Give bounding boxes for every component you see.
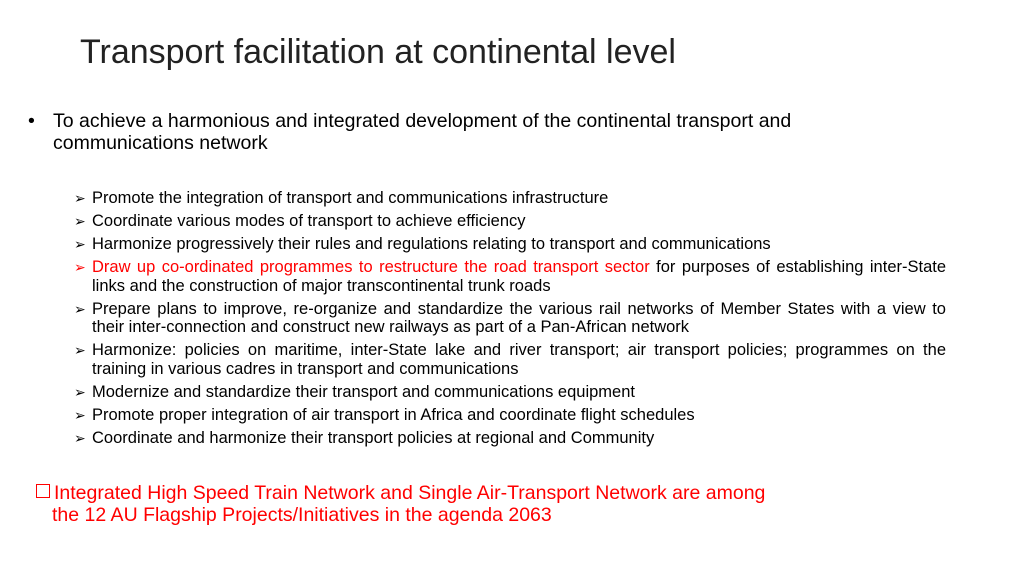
- arrow-bullet-icon: ➢: [74, 236, 86, 252]
- flagship-line-1: Integrated High Speed Train Network and Single Air-Transport Network are among: [54, 482, 766, 504]
- list-item: [74, 300, 946, 337]
- list-item: [74, 383, 946, 402]
- checkbox-bullet-icon: [36, 484, 50, 498]
- sub-bullet-list: [74, 189, 946, 452]
- list-item-text: Promote the integration of transport and communications infrastructure: [92, 189, 609, 207]
- list-item-text: Modernize and standardize their transport and communications equipment: [92, 382, 635, 401]
- flagship-line-2: the 12 AU Flagship Projects/Initiatives in the agenda 2063: [52, 504, 552, 526]
- arrow-bullet-icon: ➢: [74, 342, 86, 358]
- flagship-note: [36, 482, 936, 526]
- bullet-dot-icon: •: [28, 110, 35, 132]
- list-item-highlight-text: Draw up co-ordinated programmes to restructure the road transport sector: [92, 258, 650, 276]
- list-item-text: for purposes of establishing inter-State links and the construction of major transcontinental trunk roads: [92, 258, 947, 295]
- slide-title: Transport facilitation at continental level: [80, 33, 676, 71]
- list-item-text: Prepare plans to improve, re-organize and standardize the various rail networks of Member States with a view to their inter-connection and construct new railways as part of a Pan-African network: [92, 299, 946, 336]
- list-item: [74, 189, 946, 208]
- list-item-highlighted: [74, 258, 946, 295]
- list-item: [74, 406, 946, 425]
- main-bullet-text: To achieve a harmonious and integrated development of the continental transport and communications network: [53, 110, 792, 154]
- list-item-text: Coordinate and harmonize their transport policies at regional and Community: [92, 428, 655, 447]
- arrow-bullet-icon: ➢: [74, 190, 86, 206]
- main-bullet: [28, 110, 928, 154]
- arrow-bullet-icon: ➢: [74, 259, 86, 275]
- arrow-bullet-icon: ➢: [74, 406, 86, 423]
- list-item: [74, 341, 946, 378]
- arrow-bullet-icon: ➢: [74, 300, 86, 317]
- list-item-text: Coordinate various modes of transport to achieve efficiency: [92, 212, 526, 230]
- list-item-text: Promote proper integration of air transport in Africa and coordinate flight schedules: [92, 405, 695, 424]
- list-item: [74, 429, 946, 448]
- list-item: [74, 235, 946, 254]
- list-item: [74, 212, 946, 231]
- arrow-bullet-icon: ➢: [74, 213, 86, 229]
- list-item-text: Harmonize: policies on maritime, inter-State lake and river transport; air transport policies; programmes on the training in various cadres in transport and communications: [92, 341, 946, 378]
- arrow-bullet-icon: ➢: [74, 429, 86, 446]
- arrow-bullet-icon: ➢: [74, 383, 86, 400]
- list-item-text: Harmonize progressively their rules and regulations relating to transport and communications: [92, 235, 771, 253]
